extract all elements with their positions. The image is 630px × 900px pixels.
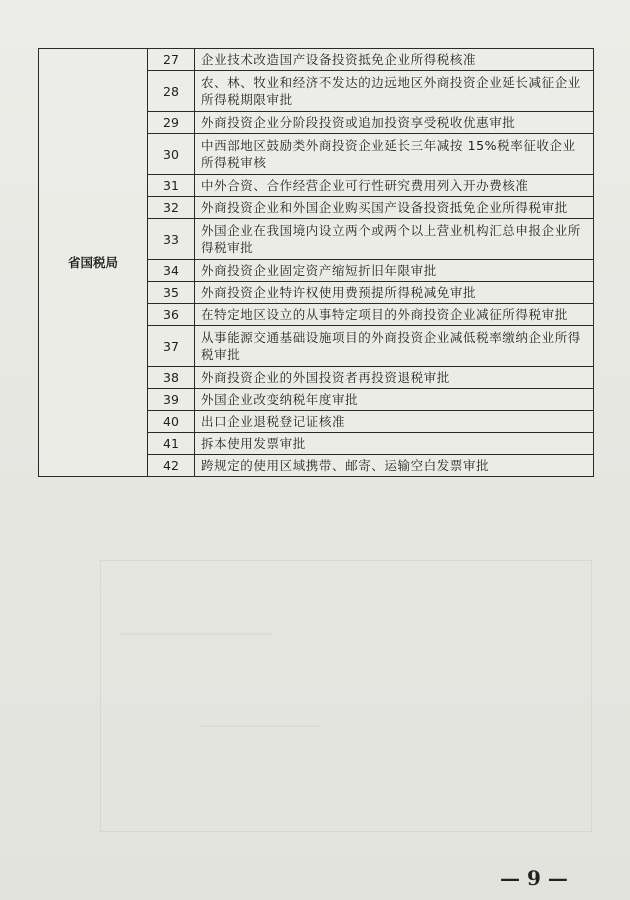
item-name: 外商投资企业的外国投资者再投资退税审批 [195,367,594,389]
item-number: 36 [148,304,195,326]
item-number: 30 [148,134,195,175]
item-name: 外国企业改变纳税年度审批 [195,389,594,411]
item-number: 41 [148,433,195,455]
item-name: 外商投资企业特许权使用费预提所得税减免审批 [195,282,594,304]
item-number: 32 [148,197,195,219]
item-name: 外商投资企业分阶段投资或追加投资享受税收优惠审批 [195,112,594,134]
item-name: 从事能源交通基础设施项目的外商投资企业减低税率缴纳企业所得税审批 [195,326,594,367]
item-name: 中西部地区鼓励类外商投资企业延长三年减按 15%税率征收企业所得税审核 [195,134,594,175]
item-name: 企业技术改造国产设备投资抵免企业所得税核准 [195,49,594,71]
item-number: 34 [148,260,195,282]
item-number: 33 [148,219,195,260]
item-number: 35 [148,282,195,304]
item-number: 42 [148,455,195,477]
approval-items-table [38,48,594,477]
item-name: 外商投资企业和外国企业购买国产设备投资抵免企业所得税审批 [195,197,594,219]
item-number: 37 [148,326,195,367]
item-number: 39 [148,389,195,411]
item-number: 28 [148,71,195,112]
bleed-through-text: ─────────────────────── [120,628,273,641]
item-number: 40 [148,411,195,433]
item-name: 拆本使用发票审批 [195,433,594,455]
item-number: 27 [148,49,195,71]
bleed-through-table-top [100,560,592,832]
item-name: 外国企业在我国境内设立两个或两个以上营业机构汇总申报企业所得税审批 [195,219,594,260]
page-number: — 9 — [500,866,568,890]
item-number: 29 [148,112,195,134]
item-name: 外商投资企业固定资产缩短折旧年限审批 [195,260,594,282]
item-number: 31 [148,175,195,197]
item-name: 中外合资、合作经营企业可行性研究费用列入开办费核准 [195,175,594,197]
table-row [39,49,594,71]
department-cell: 省国税局 [39,49,148,477]
item-name: 在特定地区设立的从事特定项目的外商投资企业减征所得税审批 [195,304,594,326]
item-name: 跨规定的使用区域携带、邮寄、运输空白发票审批 [195,455,594,477]
item-name: 出口企业退税登记证核准 [195,411,594,433]
item-number: 38 [148,367,195,389]
item-name: 农、林、牧业和经济不发达的边远地区外商投资企业延长减征企业所得税期限审批 [195,71,594,112]
bleed-through-text-2: ────────────────── [200,720,320,733]
